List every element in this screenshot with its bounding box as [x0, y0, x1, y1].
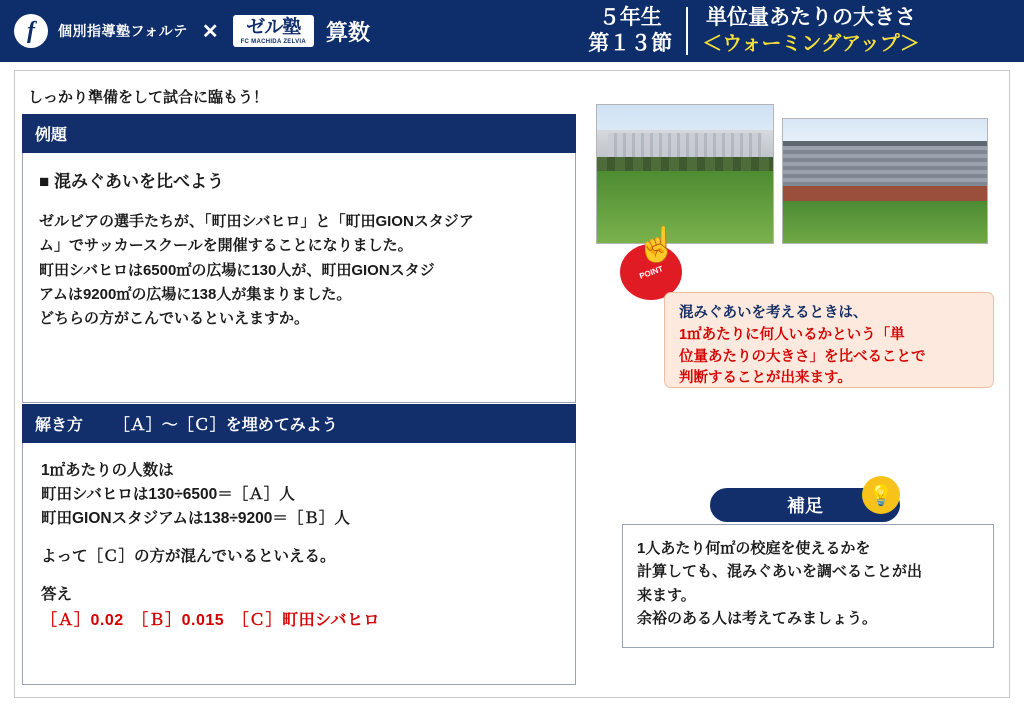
lesson-title: 単位量あたりの大きさ: [706, 6, 916, 30]
example-body-line-4: アムは9200㎡の広場に138人が集まりました。: [39, 285, 352, 303]
slide-header: [0, 0, 1024, 62]
forte-brand-label: 個別指導塾フォルテ: [58, 23, 188, 39]
supplement-title: 補足: [710, 488, 900, 522]
supplement-line-4: 余裕のある人は考えてみましょう。: [637, 609, 878, 627]
photo-shibahiro-field: [596, 104, 774, 244]
supplement-line-2: 計算しても、混みぐあいを調べることが出: [637, 563, 923, 581]
example-body-line-5: どちらの方がこんでいるといえますか。: [39, 310, 310, 328]
example-body-line-3: 町田シバヒロは6500㎡の広場に130人が、町田GIONスタジ: [39, 261, 435, 279]
bulb-icon: 💡: [862, 476, 900, 514]
zelvia-logo-main: ゼル塾: [246, 17, 301, 38]
intro-text: しっかり準備をして試合に臨もう！: [28, 89, 269, 106]
answer-label: 答え: [41, 586, 73, 604]
example-body-line-2: ム」でサッカースクールを開催することになりました。: [39, 237, 413, 255]
forte-logo-icon: f: [14, 14, 48, 48]
section-label: 第１３節: [588, 32, 673, 55]
point-callout: [664, 292, 994, 388]
point-line-2: 1㎡あたりに何人いるかという「単: [679, 326, 905, 343]
cross-icon: ✕: [201, 20, 219, 43]
zelvia-logo: [233, 15, 314, 47]
solution-line-3: 町田GIONスタジアムは138÷9200＝［Ｂ］人: [41, 510, 350, 528]
solution-line-4: よって［Ｃ］の方が混んでいるといえる。: [41, 548, 336, 566]
example-panel: [22, 114, 576, 403]
answer-values: ［Ａ］0.02 ［Ｂ］0.015 ［Ｃ］町田シバヒロ: [41, 612, 381, 630]
solution-panel-body: [22, 443, 576, 685]
solution-line-2: 町田シバヒロは130÷6500＝［Ａ］人: [41, 486, 295, 504]
solution-panel: [22, 404, 576, 685]
example-panel-body: [22, 153, 576, 403]
example-heading: ■ 混みぐあいを比べよう: [39, 172, 224, 191]
grade-section: [588, 5, 672, 58]
supplement-box: [622, 524, 994, 648]
example-body: [39, 210, 559, 331]
point-line-3: 位量あたりの大きさ」を比べることで: [679, 348, 926, 365]
solution-panel-subtitle: ［Ａ］～［Ｃ］を埋めてみよう: [113, 417, 338, 434]
photo-gion-stadium: [782, 118, 988, 244]
supplement-line-3: 来ます。: [637, 586, 696, 604]
point-badge-label: POINT: [637, 263, 665, 281]
pointing-hand-icon: ☝: [636, 226, 679, 264]
solution-panel-header: [22, 404, 576, 443]
grade-label: ５年生: [598, 5, 662, 29]
zelvia-logo-sub: FC MACHIDA ZELVIA: [240, 39, 307, 45]
header-branding: [14, 0, 370, 62]
solution-line-1: 1㎡あたりの人数は: [41, 462, 174, 479]
lesson-subtitle: ＜ウォーミングアップ＞: [702, 32, 920, 55]
header-divider: [686, 7, 688, 55]
point-line-1: 混みぐあいを考えるときは、: [679, 305, 868, 321]
point-line-4: 判断することが出来ます。: [679, 370, 852, 387]
supplement-line-1: 1人あたり何㎡の校庭を使えるかを: [637, 540, 871, 557]
solution-panel-title: 解き方: [35, 417, 84, 434]
example-body-line-1: ゼルビアの選手たちが、「町田シバヒロ」と「町田GIONスタジア: [39, 213, 474, 230]
subject-label: 算数: [326, 19, 371, 45]
header-title-block: [484, 0, 1024, 62]
example-panel-header: 例題: [22, 114, 576, 153]
lesson-title-block: [702, 5, 919, 56]
